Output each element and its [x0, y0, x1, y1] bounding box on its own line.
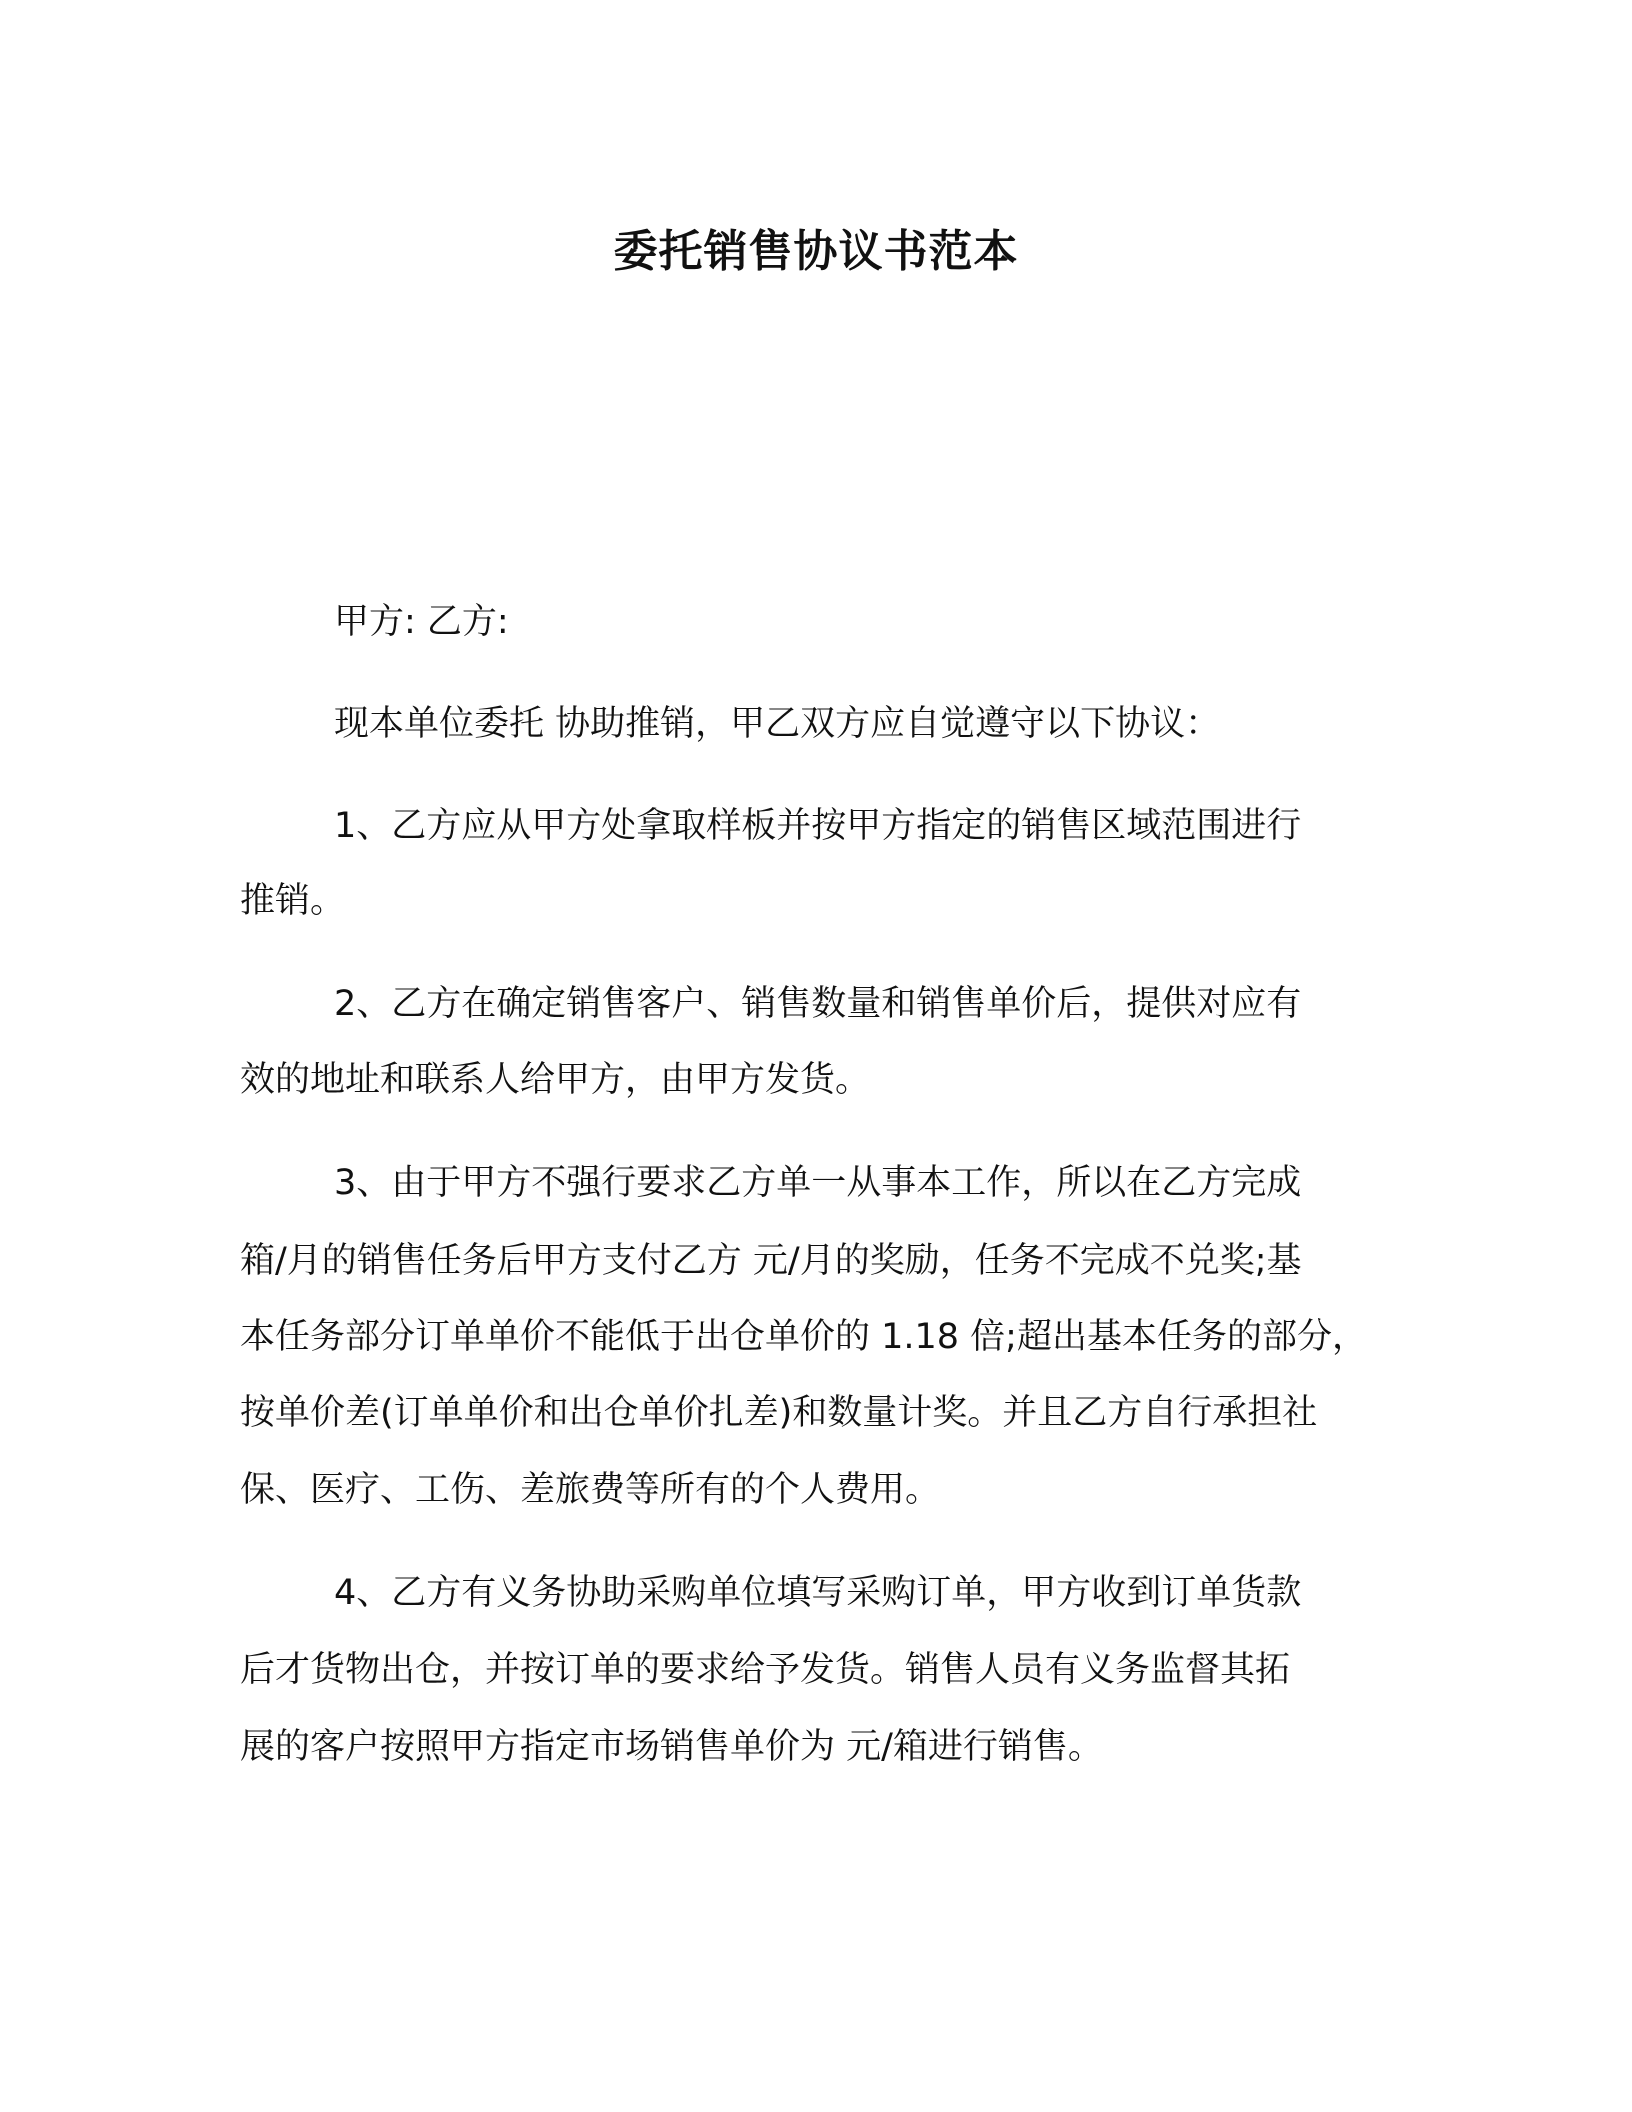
clause-4-line-3: 展的客户按照甲方指定市场销售单价为 元/箱进行销售。 [240, 1727, 1103, 1767]
clause-3-line-2: 箱/月的销售任务后甲方支付乙方 元/月的奖励，任务不完成不兑奖;基 [240, 1241, 1302, 1281]
clause-2-line-2: 效的地址和联系人给甲方，由甲方发货。 [240, 1060, 871, 1100]
clause-4-line-1: 4、乙方有义务协助采购单位填写采购订单，甲方收到订单货款 [334, 1573, 1302, 1613]
parties-line: 甲方: 乙方: [334, 602, 509, 642]
intro-line: 现本单位委托 协助推销，甲乙双方应自觉遵守以下协议： [334, 704, 1221, 744]
document-title: 委托销售协议书范本 [613, 226, 1019, 277]
clause-3-line-1: 3、由于甲方不强行要求乙方单一从事本工作，所以在乙方完成 [334, 1163, 1302, 1203]
clause-2-line-1: 2、乙方在确定销售客户、销售数量和销售单价后，提供对应有 [334, 984, 1302, 1024]
clause-3-line-3: 本任务部分订单单价不能低于出仓单价的 1.18 倍;超出基本任务的部分， [240, 1317, 1367, 1357]
clause-4-line-2: 后才货物出仓，并按订单的要求给予发货。销售人员有义务监督其拓 [240, 1650, 1291, 1690]
clause-1-line-1: 1、乙方应从甲方处拿取样板并按甲方指定的销售区域范围进行 [334, 806, 1302, 846]
clause-3-line-4: 按单价差(订单单价和出仓单价扎差)和数量计奖。并且乙方自行承担社 [240, 1393, 1318, 1433]
clause-3-line-5: 保、医疗、工伤、差旅费等所有的个人费用。 [240, 1470, 941, 1510]
clause-1-line-2: 推销。 [240, 881, 346, 921]
